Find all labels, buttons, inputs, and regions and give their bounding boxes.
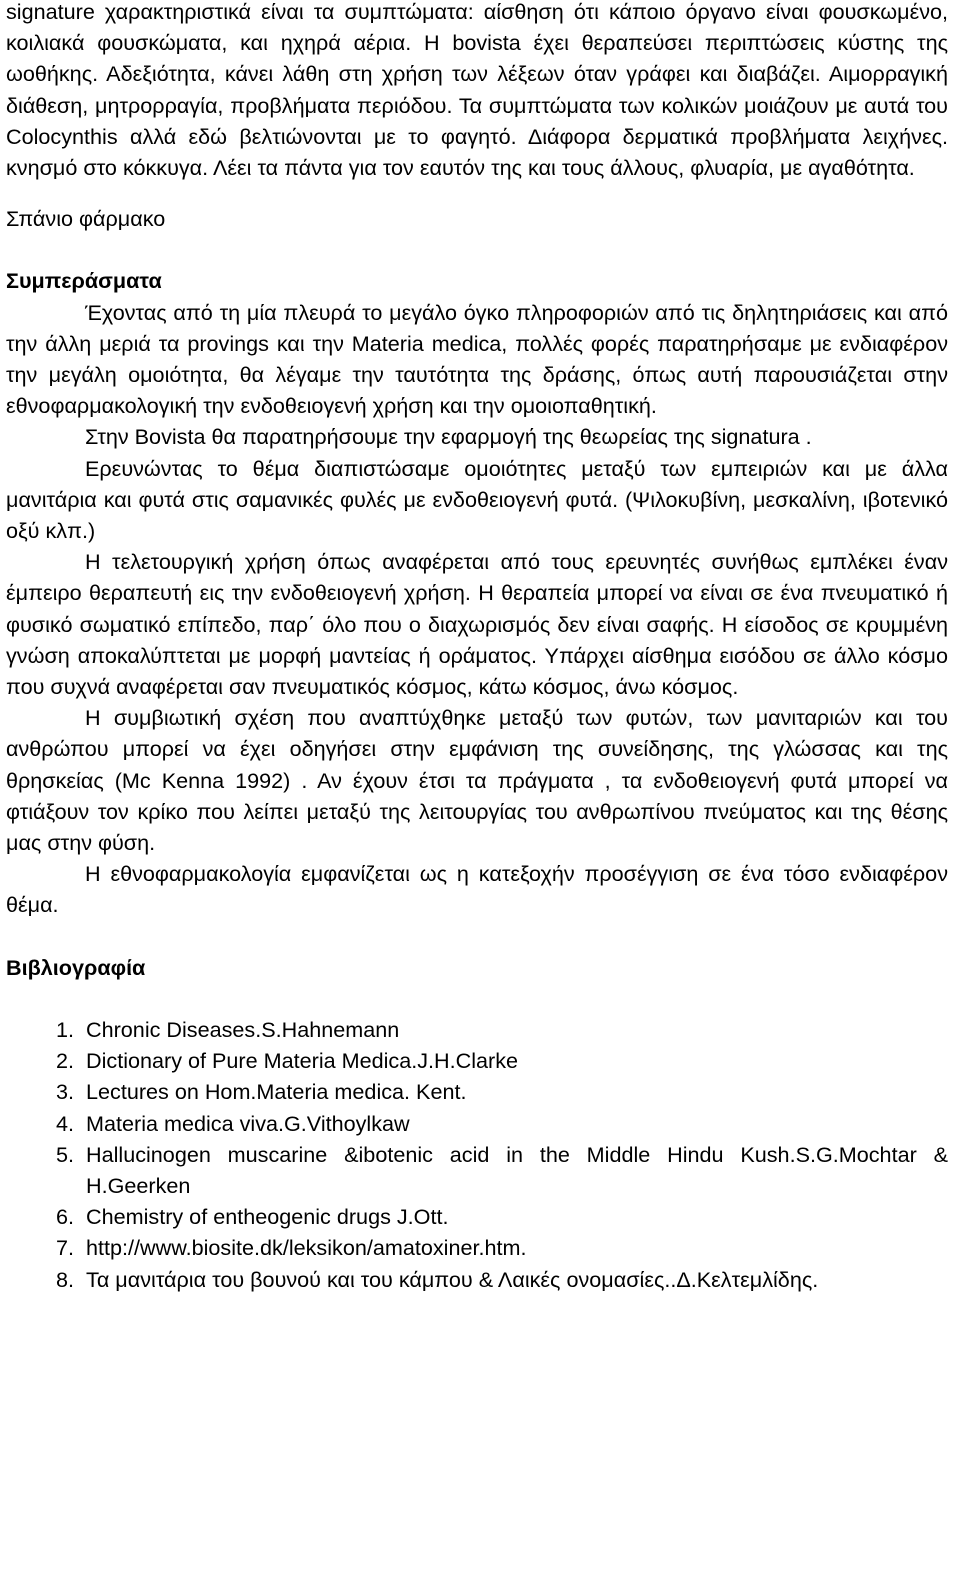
bibliography-item	[6, 1045, 948, 1076]
rare-remedy-note: Σπάνιο φάρμακο	[6, 206, 166, 232]
conclusions-paragraph: Η τελετουργική χρήση όπως αναφέρεται από τους ερευνητές συνήθως εμπλέκει έναν έμπειρο θεραπευτή εις την ενδοθειογενή χρήση. Η θεραπεία μπορεί να είναι σε ένα πνευματικό ή φυσικό σωματικό επίπεδο, παρ΄ όλο που ο διαχωρισμός δεν είναι σαφής. Η είσοδος σε κρυμμένη γνώση αποκαλύπτεται με μορφή μαντείας ή οράματος. Υπάρχει αίσθημα εισόδου σε άλλο κόσμο που συχνά αναφέρεται σαν πνευματικός κόσμος, κάτω κόσμος, άνω κόσμος.	[6, 549, 948, 700]
bibliography-item	[6, 1076, 948, 1107]
conclusions-paragraph: Ερευνώντας το θέμα διαπιστώσαμε ομοιότητες μεταξύ των εμπειριών και με άλλα μανιτάρια και φυτά στις σαμανικές φυλές με ενδοθειογενή φυτά. (Ψιλοκυβίνη, μεσκαλίνη, ιβοτενικό οξύ κλπ.)	[6, 455, 948, 544]
bibliography-number: 1.	[55, 1016, 74, 1042]
bibliography-number: 4.	[55, 1110, 74, 1136]
conclusions-paragraph: Έχοντας από τη μία πλευρά το μεγάλο όγκο πληροφοριών από τις δηλητηριάσεις και από την άλλη μεριά τα provings και την Materia medica, πολλές φορές παρατηρήσαμε με ενδιαφέρον την μεγάλη ομοιότητα, θα λέγαμε την ταυτότητα της δράσης, όπως αυτή παρουσιάζεται στην εθνοφαρμακολογική την ενδοθειογενή χρήση και την ομοιοπαθητική.	[6, 299, 948, 419]
bibliography-number: 3.	[55, 1079, 74, 1105]
conclusions-paragraph: Η εθνοφαρμακολογία εμφανίζεται ως η κατεξοχήν προσέγγιση σε ένα τόσο ενδιαφέρον θέμα.	[6, 861, 948, 918]
bibliography-link: http://www.biosite.dk/leksikon/amatoxiner.htm.	[86, 1235, 527, 1261]
bibliography-text: Lectures on Hom.Materia medica. Kent.	[86, 1079, 467, 1105]
bibliography-item	[6, 1108, 948, 1139]
bibliography-list	[6, 1014, 948, 1295]
bibliography-item	[6, 1232, 948, 1263]
bibliography-item	[6, 1201, 948, 1232]
bibliography-text: Τα μανιτάρια του βουνού και του κάμπου & Λαικές ονομασίες..Δ.Κελτεμλίδης.	[86, 1266, 819, 1292]
bibliography-text: Chronic Diseases.S.Hahnemann	[86, 1016, 400, 1042]
conclusions-paragraph: Η συμβιωτική σχέση που αναπτύχθηκε μεταξύ των φυτών, των μανιταριών και του ανθρώπου μπορεί να έχει οδηγήσει στην εμφάνιση της συνείδησης, της γλώσσας και της θρησκείας (Mc Kenna 1992) . Αν έχουν έτσι τα πράγματα , τα ενδοθειογενή φυτά μπορεί να φτιάξουν τον κρίκο που λείπει μεταξύ της λειτουργίας του ανθρωπίνου πνεύματος και της θέσης μας στην φύση.	[6, 705, 948, 856]
intro-paragraph: signature χαρακτηριστικά είναι τα συμπτώματα: αίσθηση ότι κάποιο όργανο είναι φουσκωμένο, κοιλιακά φουσκώματα, και ηχηρά αέρια. Η bovista έχει θεραπεύσει περιπτώσεις κύστης της ωοθήκης. Αδεξιότητα, κάνει λάθη στη χρήση των λέξεων όταν γράφει και διαβάζει. Αιμορραγική διάθεση, μητρορραγία, προβλήματα περιόδου. Τα συμπτώματα των κολικών μοιάζουν με αυτά του Colocynthis αλλά εδώ βελτιώνονται με το φαγητό. Διάφορα δερματικά προβλήματα λειχήνες. κνησμό στο κόκκυγα. Λέει τα πάντα για τον εαυτόν της και τους άλλους, φλυαρία, με αγαθότητα.	[6, 0, 948, 181]
bibliography-item	[6, 1139, 948, 1201]
bibliography-number: 8.	[55, 1266, 74, 1292]
bibliography-item	[6, 1014, 948, 1045]
bibliography-number: 6.	[55, 1204, 74, 1230]
bibliography-heading: Βιβλιογραφία	[6, 954, 146, 980]
bibliography-number: 2.	[55, 1048, 74, 1074]
bibliography-item	[6, 1264, 948, 1295]
conclusions-paragraph: Στην Bovista θα παρατηρήσουμε την εφαρμογή της θεωρείας της signatura .	[85, 424, 812, 450]
conclusions-heading: Συμπεράσματα	[6, 268, 162, 294]
bibliography-text: Hallucinogen muscarine &ibotenic acid in the Middle Hindu Kush.S.G.Mochtar & H.Geerken	[86, 1141, 948, 1198]
bibliography-number: 7.	[55, 1235, 74, 1261]
bibliography-text: Materia medica viva.G.Vithoylkaw	[86, 1110, 410, 1136]
bibliography-text: Dictionary of Pure Materia Medica.J.H.Clarke	[86, 1048, 519, 1074]
bibliography-number: 5.	[55, 1141, 74, 1167]
bibliography-text: Chemistry of entheogenic drugs J.Ott.	[86, 1204, 449, 1230]
document-page	[6, 0, 948, 1295]
